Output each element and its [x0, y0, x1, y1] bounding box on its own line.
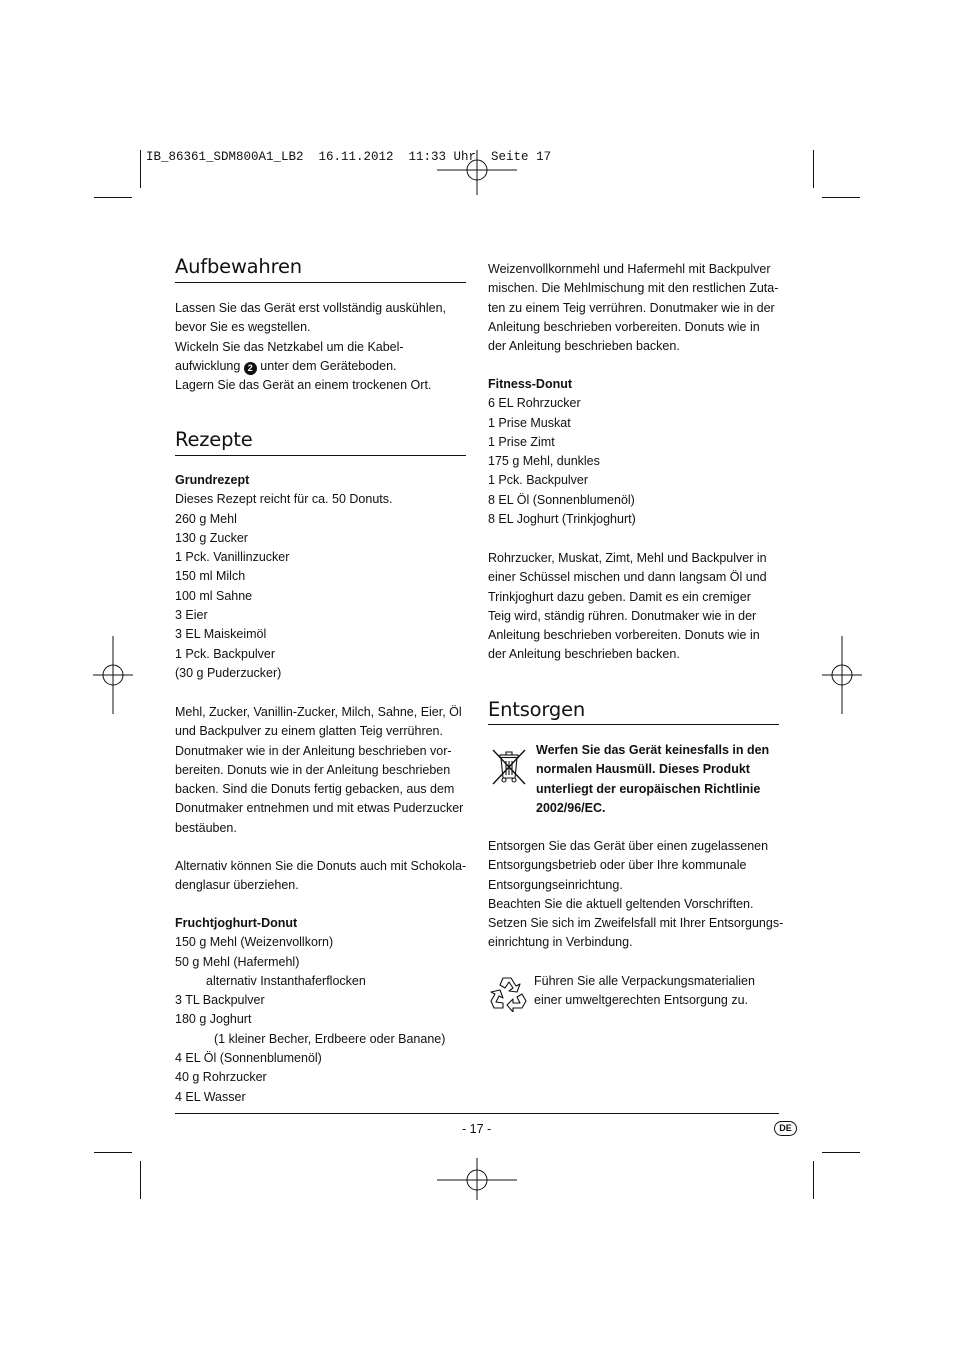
- subheading-fitness: Fitness-Donut: [488, 377, 573, 391]
- ingredient-line: 1 Prise Muskat: [488, 415, 571, 430]
- ingredient-line: 3 EL Maiskeimöl: [175, 627, 267, 642]
- text-line: mischen. Die Mehlmischung mit den restlichen Zuta-: [488, 281, 779, 296]
- text-line: Alternativ können Sie die Donuts auch mit Schokola-: [175, 859, 467, 873]
- ingredient-line: 1 Pck. Backpulver: [488, 473, 589, 488]
- subheading-fruchtjoghurt: Fruchtjoghurt-Donut: [175, 916, 298, 930]
- crop-mark: [813, 1161, 814, 1199]
- recycling-text: [534, 972, 755, 1011]
- fruchtjoghurt-block: [175, 914, 445, 1107]
- text-line: Führen Sie alle Verpackungsmaterialien: [534, 974, 755, 988]
- text-line: Teig wird, ständig rühren. Donutmaker wie in der: [488, 608, 757, 623]
- ingredient-line: 6 EL Rohrzucker: [488, 396, 581, 411]
- text-line: Trinkjoghurt dazu geben. Damit es ein cremiger: [488, 589, 751, 604]
- text-line: Werfen Sie das Gerät keinesfalls in den: [536, 743, 770, 757]
- ingredient-line: 3 Eier: [175, 608, 208, 623]
- text-fragment: unter dem Geräteboden.: [260, 358, 397, 373]
- ingredient-line: Dieses Rezept reicht für ca. 50 Donuts.: [175, 492, 393, 507]
- section-title-rezepte: Rezepte: [175, 428, 253, 451]
- fitness-method: [488, 549, 767, 665]
- crop-mark: [94, 1152, 132, 1153]
- weee-warning: [536, 741, 769, 818]
- text-line: Lagern Sie das Gerät an einem trockenen Ort.: [175, 378, 432, 393]
- recycling-symbol-icon: [489, 974, 529, 1012]
- ingredient-line: 1 Prise Zimt: [488, 434, 555, 449]
- section-rule: [175, 282, 466, 283]
- ingredient-note: alternativ Instanthaferflocken: [206, 973, 366, 988]
- ingredient-line: 100 ml Sahne: [175, 588, 253, 603]
- text-fragment: aufwicklung: [175, 358, 241, 373]
- text-line: und Backpulver zu einem glatten Teig verrühren.: [175, 724, 443, 739]
- ingredient-line: 180 g Joghurt: [175, 1012, 252, 1027]
- text-line: einer umweltgerechten Entsorgung zu.: [534, 993, 749, 1008]
- crop-mark: [813, 150, 814, 188]
- text-line: Mehl, Zucker, Vanillin-Zucker, Milch, Sahne, Eier, Öl: [175, 705, 462, 719]
- text-line: bestäuben.: [175, 820, 237, 835]
- ingredient-line: 150 g Mehl (Weizenvollkorn): [175, 935, 334, 950]
- fitness-block: [488, 375, 636, 529]
- crop-mark: [94, 197, 132, 198]
- ingredient-line: 150 ml Milch: [175, 569, 246, 584]
- text-line: unterliegt der europäischen Richtlinie: [536, 781, 761, 796]
- text-line: Lassen Sie das Gerät erst vollständig auskühlen,: [175, 301, 446, 315]
- ingredient-line: 1 Pck. Vanillinzucker: [175, 550, 290, 565]
- registration-crosshair-icon: [93, 636, 133, 714]
- ingredient-line: (30 g Puderzucker): [175, 665, 282, 680]
- text-line: der Anleitung beschrieben backen.: [488, 647, 680, 662]
- ingredient-line: 4 EL Wasser: [175, 1089, 246, 1104]
- alternative-text: [175, 857, 466, 896]
- text-line: Entsorgungsbetrieb oder über Ihre kommunale: [488, 858, 747, 873]
- text-line: Entsorgen Sie das Gerät über einen zugelassenen: [488, 839, 769, 853]
- text-line: Weizenvollkornmehl und Hafermehl mit Backpulver: [488, 262, 771, 276]
- text-line: bereiten. Donuts wie in der Anleitung beschrieben: [175, 762, 451, 777]
- aufbewahren-text: [175, 299, 446, 395]
- ingredient-line: 8 EL Öl (Sonnenblumenöl): [488, 492, 635, 507]
- subheading-grundrezept: Grundrezept: [175, 473, 250, 487]
- text-line: einrichtung in Verbindung.: [488, 935, 633, 950]
- text-line: einer Schüssel mischen und dann langsam Öl und: [488, 570, 767, 585]
- ingredient-line: 4 EL Öl (Sonnenblumenöl): [175, 1051, 322, 1066]
- text-line: backen. Sind die Donuts fertig gebacken, aus dem: [175, 782, 455, 797]
- text-line: Anleitung beschrieben vorbereiten. Donuts wie in: [488, 628, 760, 643]
- text-line: Wickeln Sie das Netzkabel um die Kabel-: [175, 339, 404, 354]
- ingredient-line: 175 g Mehl, dunkles: [488, 454, 600, 469]
- ingredient-line: 130 g Zucker: [175, 530, 248, 545]
- section-title-entsorgen: Entsorgen: [488, 698, 586, 721]
- text-line: bevor Sie es wegstellen.: [175, 320, 311, 335]
- ingredient-line: 40 g Rohrzucker: [175, 1070, 267, 1085]
- print-header: IB_86361_SDM800A1_LB2 16.11.2012 11:33 Uhr Seite 17: [146, 150, 552, 164]
- ingredient-line: 50 g Mehl (Hafermehl): [175, 954, 300, 969]
- crop-mark: [822, 1152, 860, 1153]
- entsorgen-text: [488, 837, 783, 953]
- text-line: der Anleitung beschrieben backen.: [488, 339, 680, 354]
- grundrezept-method: [175, 703, 463, 838]
- registration-crosshair-icon: [822, 636, 862, 714]
- crop-mark: [140, 1161, 141, 1199]
- fruchtjoghurt-method: [488, 260, 778, 356]
- crop-mark: [822, 197, 860, 198]
- section-title-aufbewahren: Aufbewahren: [175, 255, 302, 278]
- text-line: Setzen Sie sich im Zweifelsfall mit Ihrer Entsorgungs-: [488, 916, 784, 931]
- text-line: Entsorgungseinrichtung.: [488, 877, 623, 892]
- ingredient-line: 1 Pck. Backpulver: [175, 646, 276, 661]
- text-line: 2002/96/EC.: [536, 800, 606, 815]
- text-line: Anleitung beschrieben vorbereiten. Donuts wie in: [488, 319, 760, 334]
- text-line: Rohrzucker, Muskat, Zimt, Mehl und Backpulver in: [488, 551, 767, 565]
- grundrezept-block: [175, 471, 392, 683]
- ingredient-note: (1 kleiner Becher, Erdbeere oder Banane): [214, 1031, 446, 1046]
- crop-mark: [140, 150, 141, 188]
- section-rule: [175, 455, 466, 456]
- ingredient-line: 260 g Mehl: [175, 511, 237, 526]
- footer-rule: [175, 1113, 779, 1114]
- text-line: normalen Hausmüll. Dieses Produkt: [536, 762, 750, 777]
- reference-number-badge: 2: [244, 362, 257, 375]
- page-number: - 17 -: [462, 1122, 492, 1136]
- registration-crosshair-icon: [437, 1158, 517, 1200]
- text-line: Donutmaker wie in der Anleitung beschrieben vor-: [175, 743, 452, 758]
- registration-crosshair-icon: [437, 150, 517, 195]
- ingredient-line: 8 EL Joghurt (Trinkjoghurt): [488, 512, 636, 527]
- text-line: Beachten Sie die aktuell geltenden Vorschriften.: [488, 896, 754, 911]
- text-line: Donutmaker entnehmen und mit etwas Puderzucker: [175, 801, 464, 816]
- language-badge: DE: [774, 1121, 797, 1136]
- text-line-with-ref: [175, 357, 446, 376]
- crossed-out-wheelie-bin-icon: [490, 747, 528, 787]
- section-rule: [488, 724, 779, 725]
- text-line: ten zu einem Teig verrühren. Donutmaker wie in der: [488, 300, 775, 315]
- ingredient-line: 3 TL Backpulver: [175, 993, 265, 1008]
- text-line: denglasur überziehen.: [175, 878, 299, 893]
